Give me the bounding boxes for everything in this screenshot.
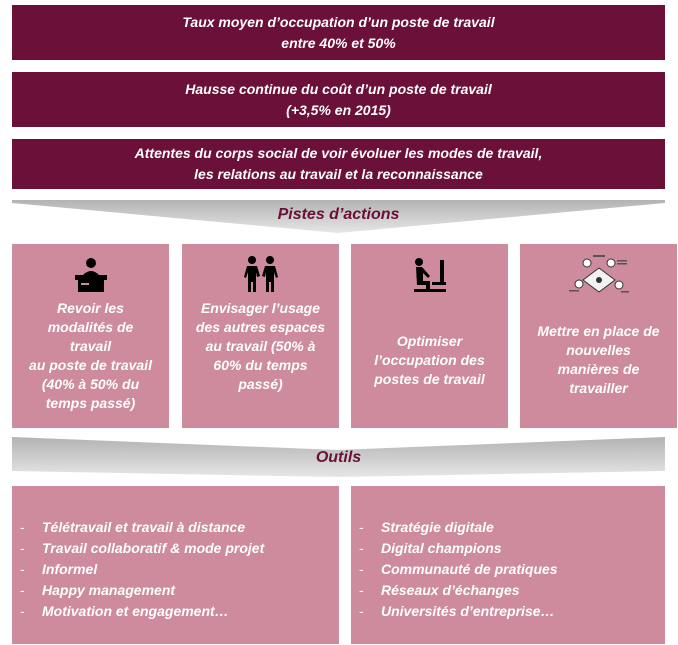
pistes-title: Pistes d’actions: [277, 206, 400, 223]
banner-occupation: [12, 5, 665, 60]
card-text: Revoir les modalités de travail au poste de travail (40% à 50% du temps passé): [29, 300, 152, 411]
card-nouvelles-manieres: [520, 244, 677, 428]
computer-worker-icon: [410, 254, 450, 294]
list-item: - Informel: [20, 561, 98, 577]
list-item: - Travail collaboratif & mode projet: [20, 540, 265, 556]
card-optimiser: [351, 244, 508, 428]
tools-right-panel: [351, 486, 665, 644]
list-item: - Télétravail et travail à distance: [20, 519, 246, 535]
two-people-icon: [241, 254, 281, 294]
desk-worker-icon: [71, 254, 111, 294]
banner-line: Hausse continue du coût d’un poste de travail: [185, 80, 492, 97]
card-revoir-modalites: [12, 244, 169, 428]
card-autres-espaces: [182, 244, 339, 428]
card-text: Envisager l’usage des autres espaces au travail (50% à 60% du temps passé): [195, 300, 326, 392]
list-item: - Motivation et engagement…: [20, 603, 229, 619]
card-text: Optimiser l’occupation des postes de travail: [374, 332, 485, 387]
banner-line: (+3,5% en 2015): [286, 101, 391, 118]
list-item: - Communauté de pratiques: [359, 561, 558, 577]
outils-band: [12, 437, 665, 477]
list-item: - Happy management: [20, 582, 176, 598]
list-item: - Digital champions: [359, 540, 502, 556]
list-item: - Réseaux d’échanges: [359, 582, 520, 598]
network-diagram-icon: [569, 254, 629, 298]
banner-line: Attentes du corps social de voir évoluer les modes de travail,: [134, 145, 543, 161]
pistes-band: [12, 200, 665, 233]
banner-line: Taux moyen d’occupation d’un poste de travail: [182, 13, 495, 30]
card-text: Mettre en place de nouvelles manières de travailler: [537, 323, 660, 396]
banner-expectations: [12, 139, 665, 189]
banner-line: entre 40% et 50%: [281, 34, 396, 51]
outils-title: Outils: [315, 449, 362, 466]
list-item: - Stratégie digitale: [359, 519, 494, 535]
banner-cost: [12, 72, 665, 127]
tools-left-panel: [12, 486, 339, 644]
list-item: - Universités d’entreprise…: [359, 603, 555, 619]
banner-line: les relations au travail et la reconnaissance: [194, 166, 483, 182]
